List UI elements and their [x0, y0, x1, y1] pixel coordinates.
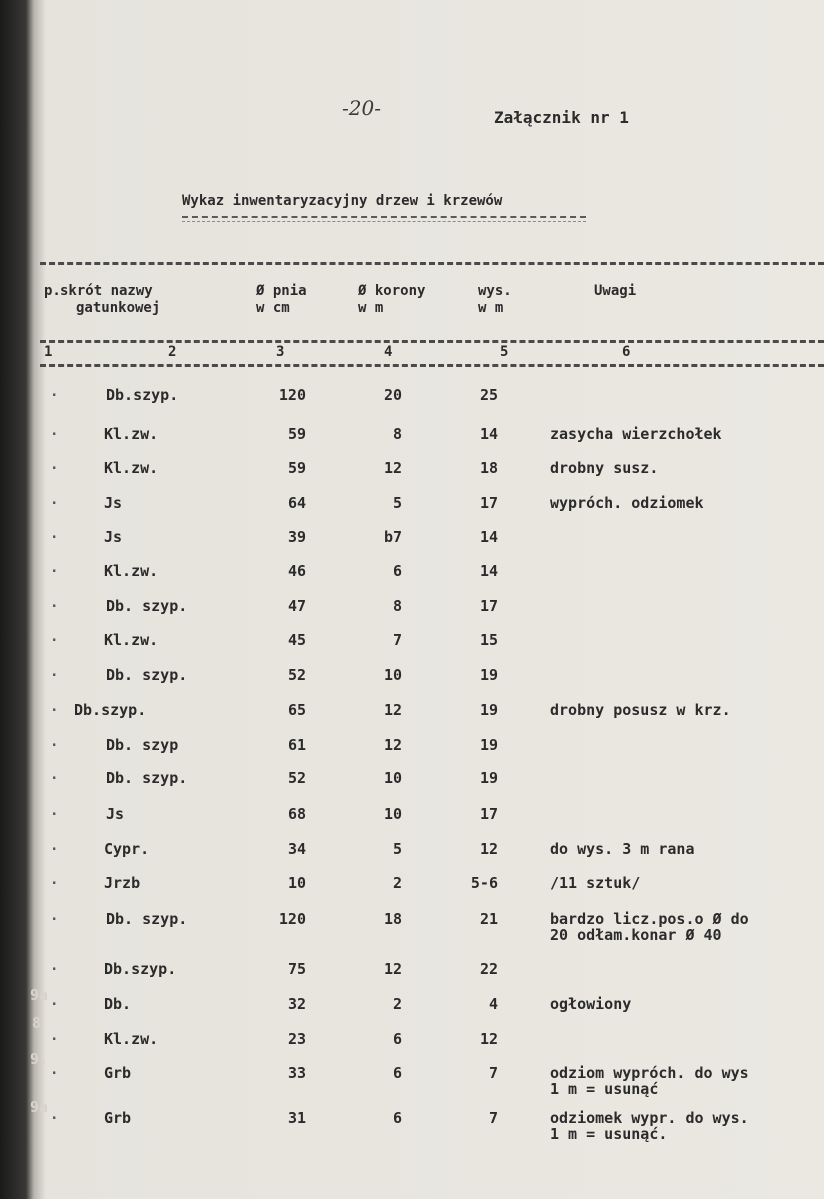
- row-marker: .: [50, 629, 59, 645]
- row-marker: .: [50, 993, 59, 1009]
- crown-diameter: 10: [383, 666, 402, 684]
- row-marker: .: [50, 664, 59, 680]
- column-number-3: 3: [276, 344, 285, 360]
- header-crown-line1: Ø korony: [358, 283, 426, 299]
- species-name: Db. szyp.: [106, 597, 188, 615]
- crown-diameter: 18: [383, 910, 402, 928]
- column-number-5: 5: [500, 344, 509, 360]
- row-marker: .: [50, 526, 59, 542]
- tree-height: 15: [479, 631, 498, 649]
- trunk-diameter: 39: [287, 528, 306, 546]
- remarks: bardzo licz.pos.o Ø do: [550, 910, 749, 928]
- column-numbers-top-rule: [40, 340, 824, 343]
- tree-height: 17: [479, 805, 498, 823]
- trunk-diameter: 52: [287, 666, 306, 684]
- species-name: Kl.zw.: [104, 631, 159, 649]
- species-name: Db.: [104, 995, 132, 1013]
- tree-height: 19: [479, 701, 498, 719]
- species-name: Js: [106, 805, 125, 823]
- species-name: Js: [104, 528, 123, 546]
- trunk-diameter: 64: [287, 494, 306, 512]
- remarks: drobny posusz w krz.: [550, 701, 731, 719]
- gutter-mark: 9a: [30, 986, 49, 1004]
- species-name: Kl.zw.: [104, 1030, 159, 1048]
- header-trunk-line2: w cm: [256, 300, 290, 316]
- row-marker: .: [50, 872, 59, 888]
- crown-diameter: 5: [392, 494, 402, 512]
- tree-height: 7: [488, 1064, 498, 1082]
- crown-diameter: 6: [392, 1030, 402, 1048]
- row-marker: .: [50, 492, 59, 508]
- column-numbers-bottom-rule: [40, 364, 824, 367]
- row-marker: .: [50, 1062, 59, 1078]
- crown-diameter: 6: [392, 1109, 402, 1127]
- trunk-diameter: 32: [287, 995, 306, 1013]
- tree-height: 14: [479, 425, 498, 443]
- row-marker: .: [50, 560, 59, 576]
- row-marker: .: [50, 384, 59, 400]
- species-name: Js: [104, 494, 123, 512]
- header-crown-line2: w m: [358, 300, 384, 316]
- trunk-diameter: 33: [287, 1064, 306, 1082]
- tree-height: 19: [479, 666, 498, 684]
- species-name: Db. szyp.: [106, 910, 188, 928]
- gutter-mark: 9a: [30, 1098, 49, 1116]
- crown-diameter: 10: [383, 769, 402, 787]
- header-height-line2: w m: [478, 300, 504, 316]
- tree-height: 17: [479, 597, 498, 615]
- species-name: Kl.zw.: [104, 459, 159, 477]
- trunk-diameter: 120: [278, 910, 306, 928]
- tree-height: 19: [479, 736, 498, 754]
- tree-height: 7: [488, 1109, 498, 1127]
- remarks: odziom wypróch. do wys: [550, 1064, 749, 1082]
- tree-height: 22: [479, 960, 498, 978]
- tree-height: 18: [479, 459, 498, 477]
- header-name-line1: skrót nazwy: [60, 283, 153, 299]
- remarks: drobny susz.: [550, 459, 659, 477]
- remarks: odziomek wypr. do wys.: [550, 1109, 749, 1127]
- trunk-diameter: 10: [287, 874, 306, 892]
- document-title: Wykaz inwentaryzacyjny drzew i krzewów: [182, 193, 503, 209]
- row-marker: .: [50, 423, 59, 439]
- row-marker: .: [50, 595, 59, 611]
- tree-height: 5-6: [470, 874, 498, 892]
- trunk-diameter: 47: [287, 597, 306, 615]
- crown-diameter: b7: [383, 528, 402, 546]
- crown-diameter: 10: [383, 805, 402, 823]
- crown-diameter: 6: [392, 562, 402, 580]
- row-marker: .: [50, 457, 59, 473]
- remarks-continued: 20 odłam.konar Ø 40: [550, 926, 722, 944]
- species-name: Db.szyp.: [106, 386, 179, 404]
- species-name: Grb: [104, 1064, 132, 1082]
- species-name: Kl.zw.: [104, 562, 159, 580]
- species-name: Kl.zw.: [104, 425, 159, 443]
- column-number-1: 1: [44, 344, 53, 360]
- header-name-line2: gatunkowej: [76, 300, 161, 316]
- tree-height: 25: [479, 386, 498, 404]
- header-height-line1: wys.: [478, 283, 512, 299]
- trunk-diameter: 68: [287, 805, 306, 823]
- crown-diameter: 12: [383, 960, 402, 978]
- crown-diameter: 6: [392, 1064, 402, 1082]
- remarks: wypróch. odziomek: [550, 494, 704, 512]
- tree-height: 14: [479, 528, 498, 546]
- row-marker: .: [50, 1028, 59, 1044]
- crown-diameter: 12: [383, 736, 402, 754]
- row-marker: .: [50, 908, 59, 924]
- column-number-6: 6: [622, 344, 631, 360]
- remarks-continued: 1 m = usunąć: [550, 1080, 659, 1098]
- trunk-diameter: 34: [287, 840, 306, 858]
- species-name: Db. szyp.: [106, 769, 188, 787]
- annex-label: Załącznik nr 1: [494, 108, 629, 127]
- page-number: -20-: [342, 96, 381, 120]
- crown-diameter: 5: [392, 840, 402, 858]
- header-lp: p.: [44, 283, 61, 299]
- crown-diameter: 2: [392, 874, 402, 892]
- tree-height: 17: [479, 494, 498, 512]
- tree-height: 21: [479, 910, 498, 928]
- remarks: zasycha wierzchołek: [550, 425, 722, 443]
- trunk-diameter: 61: [287, 736, 306, 754]
- species-name: Db. szyp: [106, 736, 179, 754]
- species-name: Db. szyp.: [106, 666, 188, 684]
- tree-height: 14: [479, 562, 498, 580]
- tree-height: 12: [479, 840, 498, 858]
- trunk-diameter: 46: [287, 562, 306, 580]
- trunk-diameter: 59: [287, 459, 306, 477]
- gutter-mark: 8: [32, 1014, 42, 1032]
- header-remarks: Uwagi: [594, 283, 637, 299]
- row-marker: .: [50, 699, 59, 715]
- trunk-diameter: 31: [287, 1109, 306, 1127]
- trunk-diameter: 52: [287, 769, 306, 787]
- tree-height: 4: [488, 995, 498, 1013]
- row-marker: .: [50, 838, 59, 854]
- species-name: Cypr.: [104, 840, 150, 858]
- row-marker: .: [50, 734, 59, 750]
- remarks-continued: 1 m = usunąć.: [550, 1125, 668, 1143]
- tree-height: 12: [479, 1030, 498, 1048]
- crown-diameter: 8: [392, 425, 402, 443]
- crown-diameter: 20: [383, 386, 402, 404]
- row-marker: .: [50, 803, 59, 819]
- row-marker: .: [50, 767, 59, 783]
- column-number-4: 4: [384, 344, 393, 360]
- row-marker: .: [50, 1107, 59, 1123]
- trunk-diameter: 75: [287, 960, 306, 978]
- trunk-diameter: 45: [287, 631, 306, 649]
- trunk-diameter: 120: [278, 386, 306, 404]
- species-name: Db.szyp.: [104, 960, 177, 978]
- title-underline: [182, 216, 586, 222]
- remarks: ogłowiony: [550, 995, 632, 1013]
- remarks: /11 sztuk/: [550, 874, 641, 892]
- crown-diameter: 12: [383, 701, 402, 719]
- row-marker: .: [50, 958, 59, 974]
- trunk-diameter: 65: [287, 701, 306, 719]
- header-trunk-line1: Ø pnia: [256, 283, 307, 299]
- trunk-diameter: 23: [287, 1030, 306, 1048]
- crown-diameter: 7: [392, 631, 402, 649]
- remarks: do wys. 3 m rana: [550, 840, 695, 858]
- column-number-2: 2: [168, 344, 177, 360]
- crown-diameter: 12: [383, 459, 402, 477]
- species-name: Grb: [104, 1109, 132, 1127]
- tree-height: 19: [479, 769, 498, 787]
- gutter-mark: 9.: [30, 1050, 49, 1068]
- crown-diameter: 8: [392, 597, 402, 615]
- crown-diameter: 2: [392, 995, 402, 1013]
- species-name: Db.szyp.: [74, 701, 147, 719]
- species-name: Jrzb: [104, 874, 141, 892]
- trunk-diameter: 59: [287, 425, 306, 443]
- header-top-rule: [40, 262, 824, 265]
